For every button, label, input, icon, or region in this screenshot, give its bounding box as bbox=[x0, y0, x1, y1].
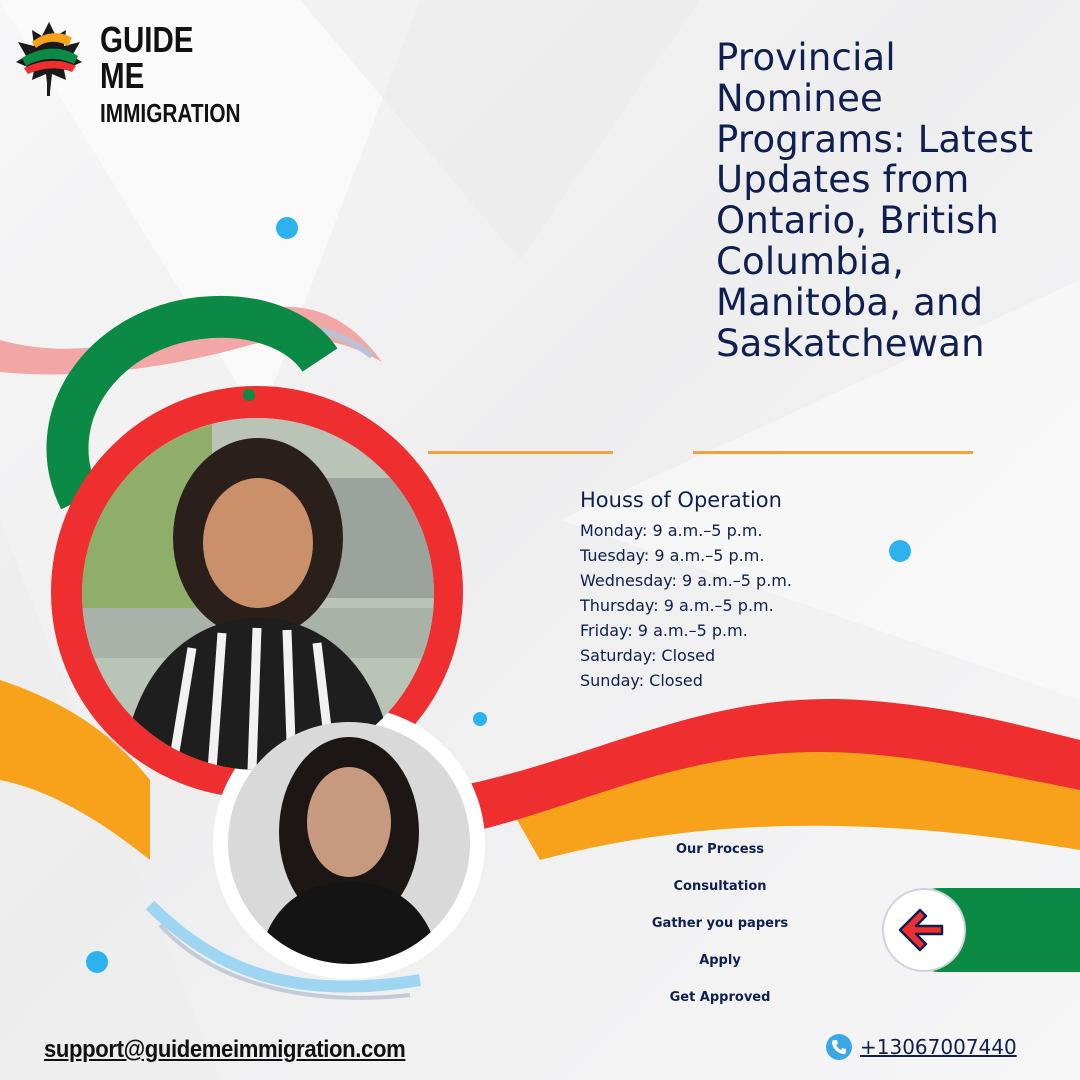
brand-name-line2: IMMIGRATION bbox=[100, 98, 241, 128]
hours-thursday: Thursday: 9 a.m.–5 p.m. bbox=[580, 596, 774, 615]
portrait-photo-2 bbox=[228, 722, 470, 964]
process-step-gather-papers: Gather you papers bbox=[651, 916, 789, 931]
hours-saturday: Saturday: Closed bbox=[580, 646, 716, 665]
decor-dot bbox=[889, 540, 911, 562]
process-step-apply: Apply bbox=[699, 953, 741, 968]
process-step-consultation: Consultation bbox=[673, 879, 767, 894]
maple-leaf-icon bbox=[14, 18, 84, 98]
phone-icon bbox=[826, 1034, 852, 1060]
hours-sunday: Sunday: Closed bbox=[580, 671, 703, 690]
process-heading: Our Process bbox=[675, 842, 765, 857]
decor-dot bbox=[276, 217, 298, 239]
decor-dot bbox=[86, 951, 108, 973]
arrow-left-icon bbox=[884, 890, 964, 970]
arrow-badge[interactable] bbox=[884, 890, 964, 970]
hours-monday: Monday: 9 a.m.–5 p.m. bbox=[580, 521, 763, 540]
process-step-get-approved: Get Approved bbox=[669, 990, 771, 1005]
brand-logo bbox=[14, 18, 264, 128]
portrait-photo-1 bbox=[82, 418, 434, 770]
brand-name-line1: GUIDE ME bbox=[100, 19, 194, 96]
page-title: Provincial Nominee Programs: Latest Updates from Ontario, British Columbia, Manitoba, and Saskatchewan bbox=[716, 36, 1034, 365]
hours-friday: Friday: 9 a.m.–5 p.m. bbox=[580, 621, 748, 640]
hours-wednesday: Wednesday: 9 a.m.–5 p.m. bbox=[580, 571, 792, 590]
phone-contact[interactable] bbox=[826, 1034, 1017, 1060]
process-list bbox=[620, 842, 820, 1005]
hours-of-operation bbox=[580, 488, 792, 693]
hours-tuesday: Tuesday: 9 a.m.–5 p.m. bbox=[580, 546, 765, 565]
decor-dot bbox=[473, 712, 487, 726]
phone-number[interactable]: +13067007440 bbox=[860, 1035, 1017, 1059]
divider-right bbox=[693, 451, 973, 454]
divider-left bbox=[428, 451, 613, 454]
hours-heading: Houss of Operation bbox=[580, 488, 782, 512]
support-email-link[interactable]: support@guidemeimmigration.com bbox=[44, 1036, 406, 1063]
